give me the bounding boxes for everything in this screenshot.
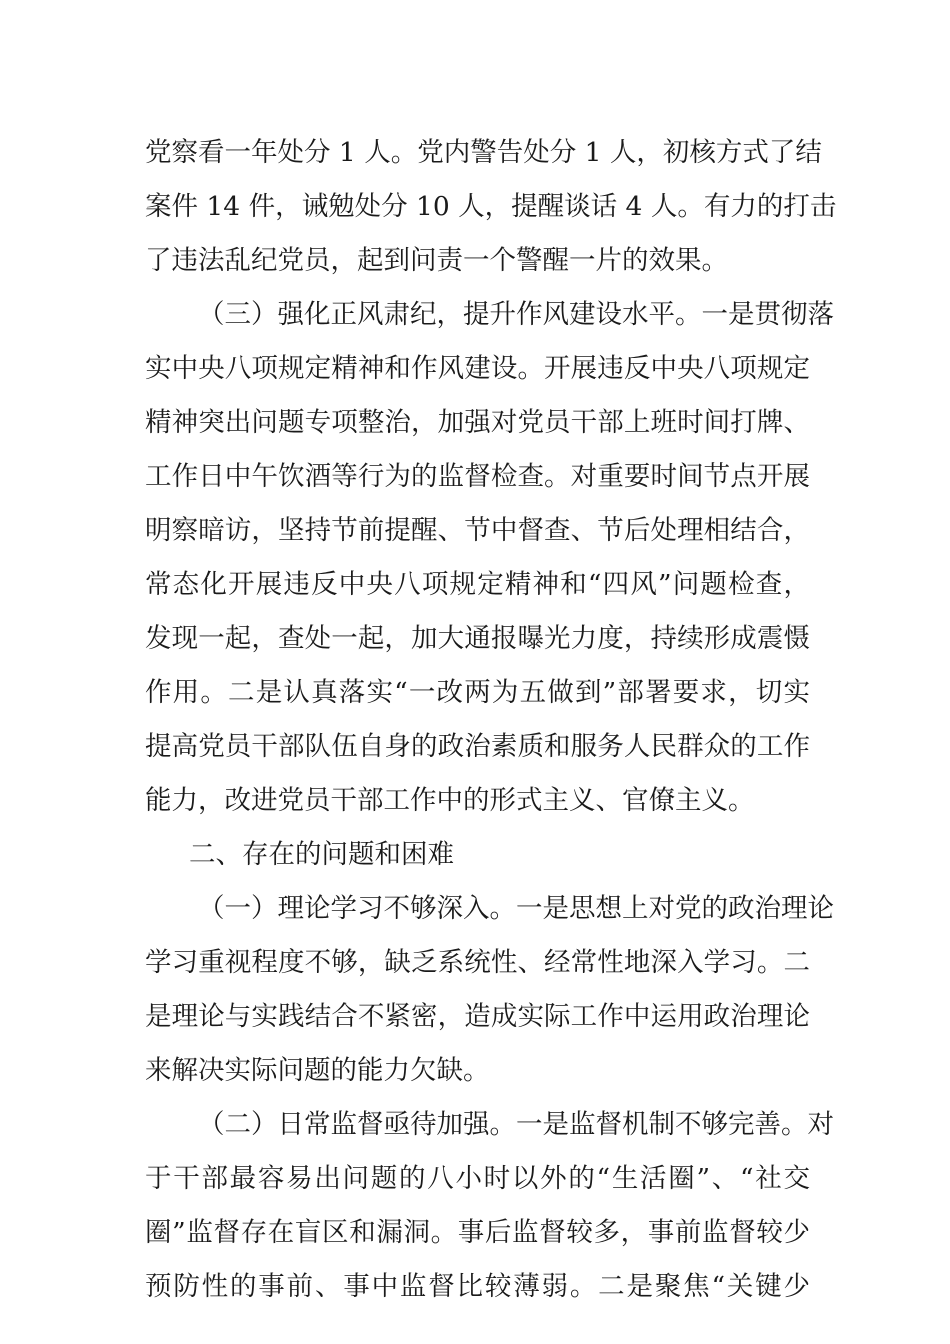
text-line: 了违法乱纪党员，起到问责一个警醒一片的效果。 bbox=[145, 245, 728, 276]
text-line: 是理论与实践结合不紧密，造成实际工作中运用政治理论 bbox=[145, 1001, 810, 1032]
text-line: 于干部最容易出问题的八小时以外的“生活圈”、“社交 bbox=[145, 1163, 810, 1194]
text-line: 常态化开展违反中央八项规定精神和“四风”问题检查， bbox=[145, 569, 810, 600]
text-line: 学习重视程度不够，缺乏系统性、经常性地深入学习。二 bbox=[145, 947, 810, 978]
paragraph-start-line: （二）日常监督亟待加强。一是监督机制不够完善。对 bbox=[198, 1109, 834, 1140]
paragraph-start-line: （三）强化正风肃纪，提升作风建设水平。一是贯彻落 bbox=[198, 299, 834, 330]
text-line: 案件 14 件，诫勉处分 10 人，提醒谈话 4 人。有力的打击 bbox=[145, 191, 837, 222]
text-line: 预防性的事前、事中监督比较薄弱。二是聚焦“关键少 bbox=[145, 1271, 810, 1302]
text-line: 来解决实际问题的能力欠缺。 bbox=[145, 1055, 490, 1086]
text-line: 明察暗访，坚持节前提醒、节中督查、节后处理相结合， bbox=[145, 515, 810, 546]
text-line: 圈”监督存在盲区和漏洞。事后监督较多，事前监督较少 bbox=[145, 1217, 810, 1248]
text-line: 发现一起，查处一起，加大通报曝光力度，持续形成震慑 bbox=[145, 623, 810, 654]
section-heading: 二、存在的问题和困难 bbox=[189, 839, 454, 870]
text-line: 作用。二是认真落实“一改两为五做到”部署要求，切实 bbox=[145, 677, 810, 708]
text-line: 工作日中午饮酒等行为的监督检查。对重要时间节点开展 bbox=[145, 461, 810, 492]
text-line: 提高党员干部队伍自身的政治素质和服务人民群众的工作 bbox=[145, 731, 810, 762]
text-line: 精神突出问题专项整治，加强对党员干部上班时间打牌、 bbox=[145, 407, 810, 438]
text-line: 能力，改进党员干部工作中的形式主义、官僚主义。 bbox=[145, 785, 755, 816]
text-line: 实中央八项规定精神和作风建设。开展违反中央八项规定 bbox=[145, 353, 810, 384]
document-body bbox=[145, 126, 837, 1314]
paragraph-start-line: （一）理论学习不够深入。一是思想上对党的政治理论 bbox=[198, 893, 834, 924]
text-line: 党察看一年处分 1 人。党内警告处分 1 人，初核方式了结 bbox=[145, 137, 822, 168]
